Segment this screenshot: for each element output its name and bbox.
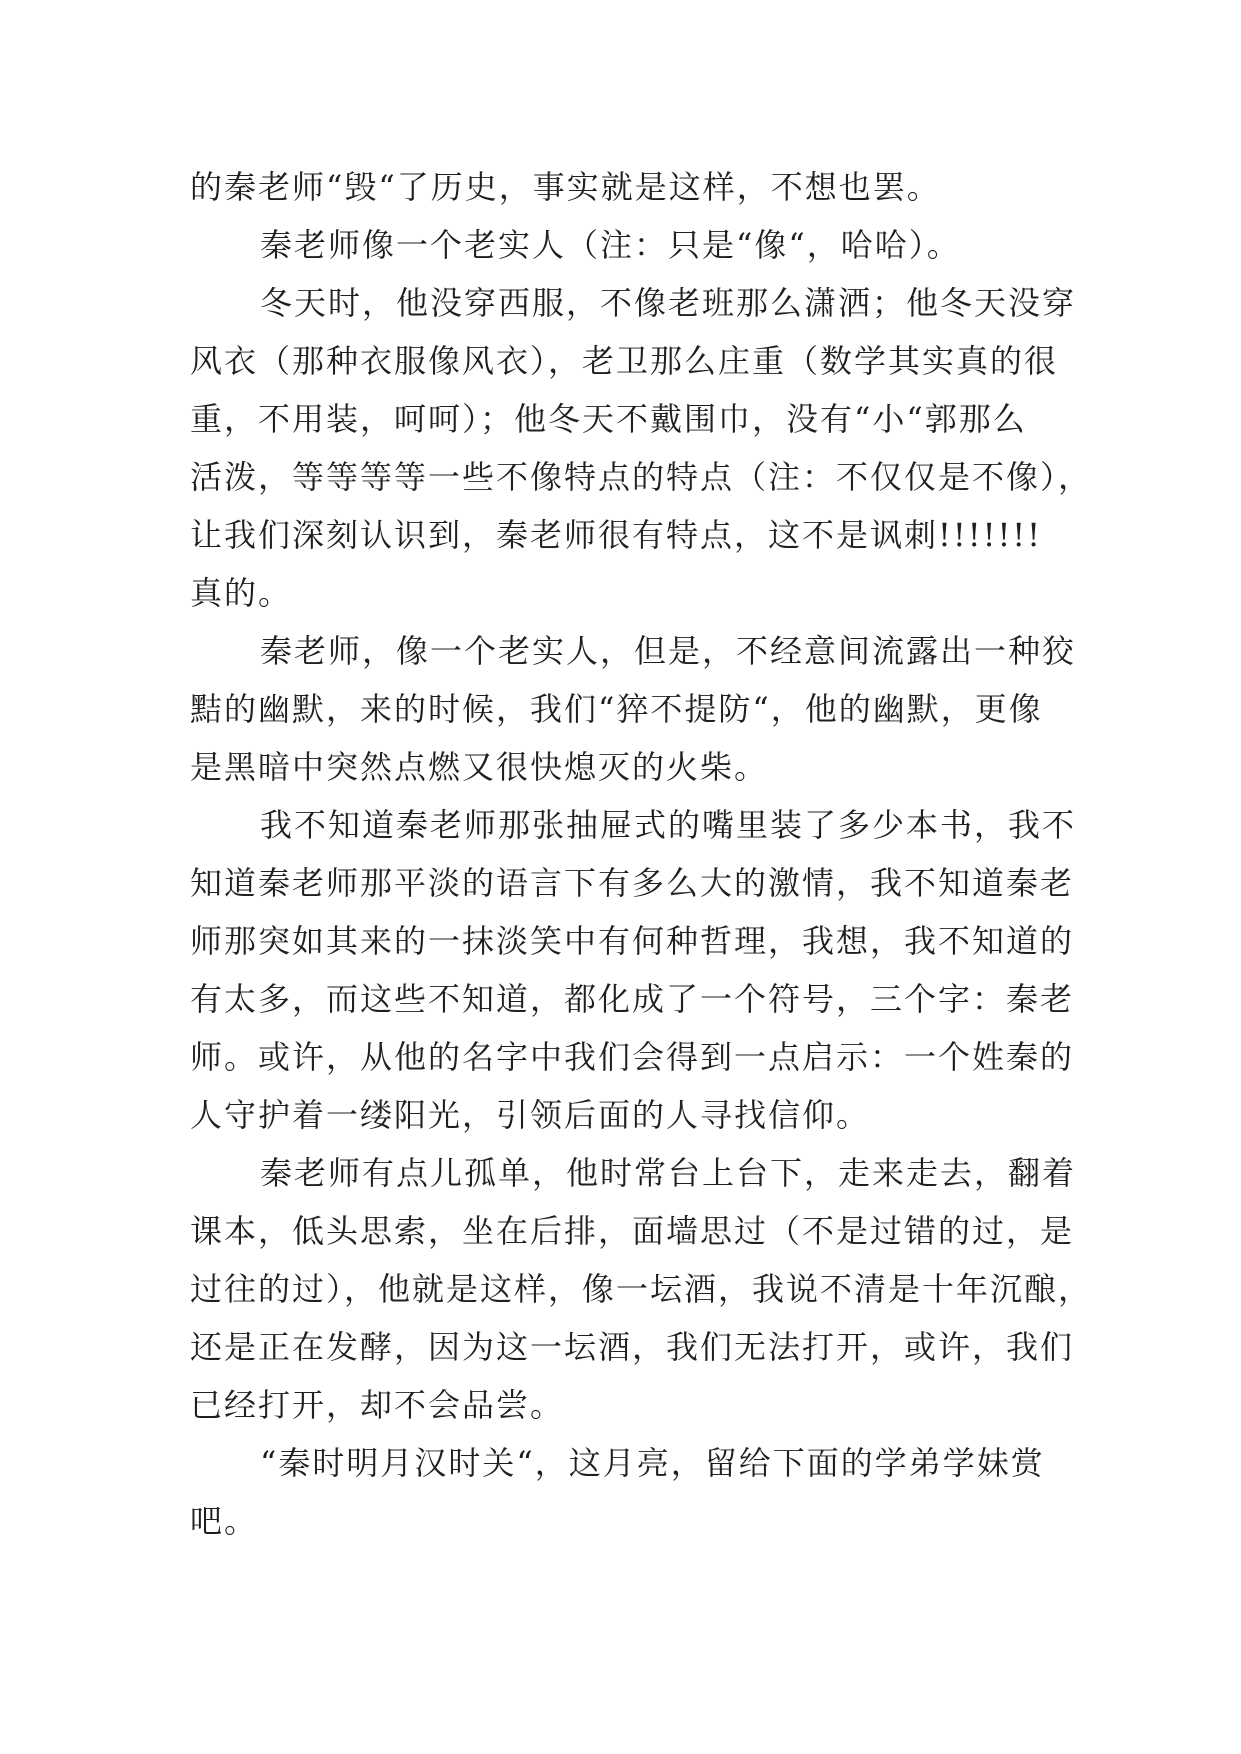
text-line: 真的。 — [190, 574, 293, 612]
text-line: 有太多，而这些不知道，都化成了一个符号，三个字：秦老 — [190, 980, 1075, 1018]
text-line: 秦老师有点儿孤单，他时常台上台下，走来走去，翻着 — [260, 1154, 1077, 1192]
text-line: 已经打开，却不会品尝。 — [190, 1386, 565, 1424]
text-line: 课本，低头思索，坐在后排，面墙思过（不是过错的过，是 — [190, 1212, 1075, 1250]
text-line: 让我们深刻认识到，秦老师很有特点，这不是讽刺!!!!!!! — [190, 516, 1043, 554]
text-line: 冬天时，他没穿西服，不像老班那么潇洒；他冬天没穿 — [260, 284, 1077, 322]
text-line: 风衣（那种衣服像风衣），老卫那么庄重（数学其实真的很 — [190, 342, 1059, 380]
text-line: 秦老师像一个老实人（注：只是“像“，哈哈）。 — [260, 226, 961, 264]
text-line: 的秦老师“毁“了历史，事实就是这样，不想也罢。 — [190, 168, 941, 206]
text-line: 过往的过），他就是这样，像一坛酒，我说不清是十年沉酿， — [190, 1270, 1093, 1308]
text-line: 活泼，等等等等一些不像特点的特点（注：不仅仅是不像）， — [190, 458, 1093, 496]
text-line: 还是正在发酵，因为这一坛酒，我们无法打开，或许，我们 — [190, 1328, 1075, 1366]
text-line: 黠的幽默，来的时候，我们“猝不提防“，他的幽默，更像 — [190, 690, 1043, 728]
text-line: 秦老师，像一个老实人，但是，不经意间流露出一种狡 — [260, 632, 1077, 670]
text-line: “秦时明月汉时关“，这月亮，留给下面的学弟学妹赏 — [260, 1444, 1045, 1482]
essay-text — [190, 158, 1093, 1550]
text-line: 师那突如其来的一抹淡笑中有何种哲理，我想，我不知道的 — [190, 922, 1075, 960]
text-line: 是黑暗中突然点燃又很快熄灭的火柴。 — [190, 748, 769, 786]
text-line: 知道秦老师那平淡的语言下有多么大的激情，我不知道秦老 — [190, 864, 1075, 902]
text-line: 我不知道秦老师那张抽屉式的嘴里装了多少本书，我不 — [260, 806, 1077, 844]
text-line: 重，不用装，呵呵）；他冬天不戴围巾，没有“小“郭那么 — [190, 400, 1027, 438]
text-line: 吧。 — [190, 1502, 259, 1540]
text-line: 人守护着一缕阳光，引领后面的人寻找信仰。 — [190, 1096, 871, 1134]
text-line: 师。或许，从他的名字中我们会得到一点启示：一个姓秦的 — [190, 1038, 1075, 1076]
